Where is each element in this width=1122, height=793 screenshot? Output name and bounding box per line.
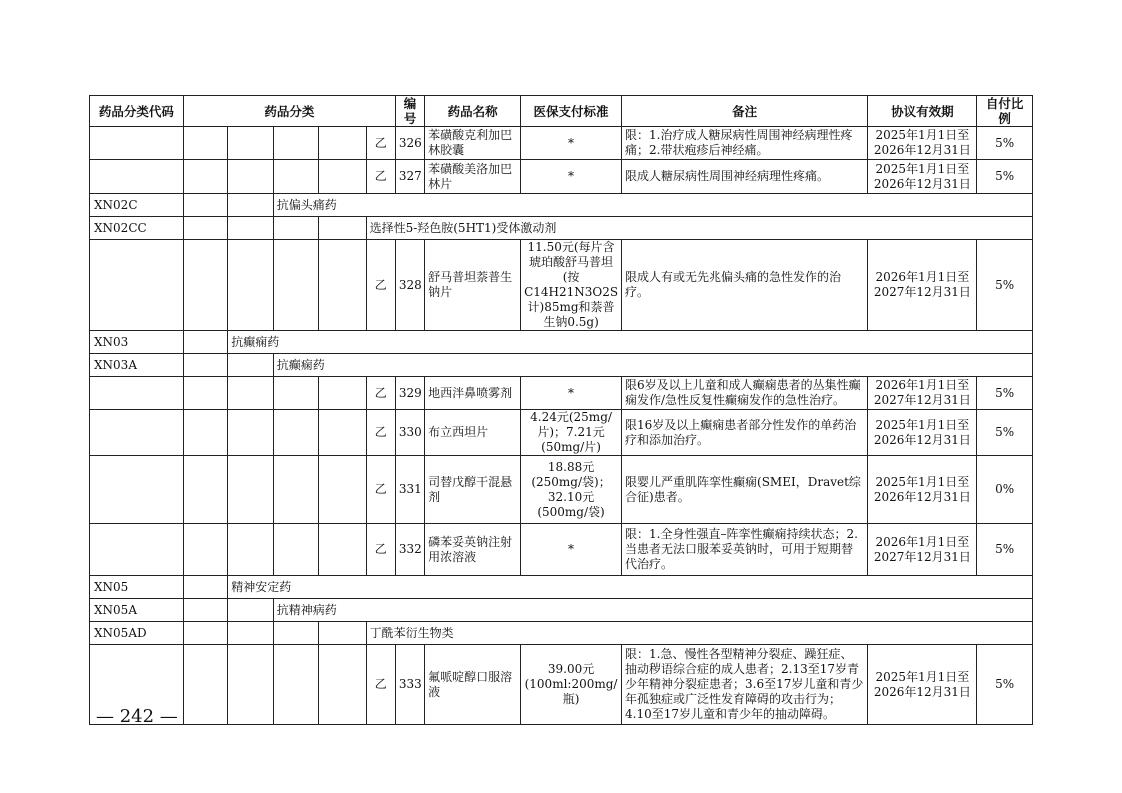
class-cell: 乙: [366, 127, 395, 160]
table-row: [90, 410, 1033, 456]
ratio-cell: 5%: [977, 160, 1033, 194]
drug-name-cell: 苯磺酸克利加巴林胶囊: [425, 127, 521, 160]
number-cell: 326: [395, 127, 424, 160]
validity-cell: 2025年1月1日至2026年12月31日: [868, 645, 977, 725]
category-row: [90, 576, 1033, 599]
page-number: — 242 —: [96, 706, 178, 727]
remarks-cell: 限：1.全身性强直–阵挛性癫痫持续状态；2.当患者无法口服苯妥英钠时，可用于短期替代治疗。: [622, 524, 868, 576]
ratio-cell: 5%: [977, 645, 1033, 725]
header-self-pay-ratio: 自付比例: [977, 96, 1033, 127]
number-cell: 332: [395, 524, 424, 576]
table-row: [90, 127, 1033, 160]
header-code: 药品分类代码: [90, 96, 184, 127]
remarks-cell: 限成人有或无先兆偏头痛的急性发作的治疗。: [622, 240, 868, 331]
remarks-cell: 限16岁及以上癫痫患者部分性发作的单药治疗和添加治疗。: [622, 410, 868, 456]
category-code: XN05: [90, 576, 184, 599]
category-code: XN02CC: [90, 217, 184, 240]
class-cell: 乙: [366, 410, 395, 456]
category-code: XN05A: [90, 599, 184, 622]
category-label: 抗癫痫药: [228, 331, 1033, 354]
standard-cell: 18.88元(250mg/袋)；32.10元(500mg/袋): [521, 456, 622, 524]
number-cell: 327: [395, 160, 424, 194]
category-label: 抗癫痫药: [273, 354, 1032, 377]
table-row: [90, 240, 1033, 331]
number-cell: 333: [395, 645, 424, 725]
class-cell: 乙: [366, 456, 395, 524]
drug-name-cell: 舒马普坦萘普生钠片: [425, 240, 521, 331]
standard-cell: 39.00元(100ml:200mg/瓶): [521, 645, 622, 725]
remarks-cell: 限婴儿严重肌阵挛性癫痫(SMEI，Dravet综合征)患者。: [622, 456, 868, 524]
table-row: [90, 377, 1033, 410]
ratio-cell: 5%: [977, 377, 1033, 410]
validity-cell: 2025年1月1日至2026年12月31日: [868, 456, 977, 524]
drug-name-cell: 氟哌啶醇口服溶液: [425, 645, 521, 725]
standard-cell: 11.50元(每片含琥珀酸舒马普坦(按C14H21N3O2S计)85mg和萘普生钠0.5g): [521, 240, 622, 331]
category-label: 抗精神病药: [273, 599, 1032, 622]
standard-cell: *: [521, 524, 622, 576]
header-validity: 协议有效期: [868, 96, 977, 127]
ratio-cell: 5%: [977, 410, 1033, 456]
table-row: [90, 160, 1033, 194]
category-row: [90, 354, 1033, 377]
validity-cell: 2026年1月1日至2027年12月31日: [868, 524, 977, 576]
category-row: [90, 331, 1033, 354]
remarks-cell: 限：1.急、慢性各型精神分裂症、躁狂症、抽动秽语综合症的成人患者；2.13至17岁青少年精神分裂症患者；3.6至17岁儿童和青少年孤独症或广泛性发育障碍的攻击行为；4.10至17岁儿童和青少年的抽动障碍。: [622, 645, 868, 725]
table-row: [90, 645, 1033, 725]
drug-name-cell: 磷苯妥英钠注射用浓溶液: [425, 524, 521, 576]
class-cell: 乙: [366, 524, 395, 576]
category-row: [90, 622, 1033, 645]
number-cell: 330: [395, 410, 424, 456]
validity-cell: 2025年1月1日至2026年12月31日: [868, 160, 977, 194]
category-code: XN03: [90, 331, 184, 354]
ratio-cell: 5%: [977, 240, 1033, 331]
validity-cell: 2025年1月1日至2026年12月31日: [868, 127, 977, 160]
number-cell: 329: [395, 377, 424, 410]
remarks-cell: 限6岁及以上儿童和成人癫痫患者的丛集性癫痫发作/急性反复性癫痫发作的急性治疗。: [622, 377, 868, 410]
drug-name-cell: 司替戊醇干混悬剂: [425, 456, 521, 524]
remarks-cell: 限成人糖尿病性周围神经病理性疼痛。: [622, 160, 868, 194]
ratio-cell: 5%: [977, 127, 1033, 160]
category-row: [90, 599, 1033, 622]
number-cell: 331: [395, 456, 424, 524]
header-drug-name: 药品名称: [425, 96, 521, 127]
standard-cell: *: [521, 127, 622, 160]
class-cell: 乙: [366, 240, 395, 331]
standard-cell: *: [521, 377, 622, 410]
remarks-cell: 限：1.治疗成人糖尿病性周围神经病理性疼痛；2.带状疱疹后神经痛。: [622, 127, 868, 160]
drug-catalog-table: [89, 95, 1033, 725]
category-row: [90, 217, 1033, 240]
category-code: XN05AD: [90, 622, 184, 645]
standard-cell: 4.24元(25mg/片)；7.21元(50mg/片): [521, 410, 622, 456]
table-row: [90, 456, 1033, 524]
category-label: 选择性5-羟色胺(5HT1)受体激动剂: [366, 217, 1032, 240]
drug-name-cell: 地西泮鼻喷雾剂: [425, 377, 521, 410]
category-row: [90, 194, 1033, 217]
header-row: [90, 96, 1033, 127]
category-label: 抗偏头痛药: [273, 194, 1032, 217]
category-code: XN02C: [90, 194, 184, 217]
table-row: [90, 524, 1033, 576]
header-number: 编号: [395, 96, 424, 127]
validity-cell: 2026年1月1日至2027年12月31日: [868, 240, 977, 331]
validity-cell: 2025年1月1日至2026年12月31日: [868, 410, 977, 456]
ratio-cell: 0%: [977, 456, 1033, 524]
class-cell: 乙: [366, 160, 395, 194]
drug-name-cell: 布立西坦片: [425, 410, 521, 456]
validity-cell: 2026年1月1日至2027年12月31日: [868, 377, 977, 410]
drug-name-cell: 苯磺酸美洛加巴林片: [425, 160, 521, 194]
category-label: 精神安定药: [228, 576, 1033, 599]
category-label: 丁酰苯衍生物类: [366, 622, 1032, 645]
header-payment-standard: 医保支付标准: [521, 96, 622, 127]
class-cell: 乙: [366, 377, 395, 410]
standard-cell: *: [521, 160, 622, 194]
number-cell: 328: [395, 240, 424, 331]
header-remarks: 备注: [622, 96, 868, 127]
ratio-cell: 5%: [977, 524, 1033, 576]
header-category: 药品分类: [183, 96, 395, 127]
class-cell: 乙: [366, 645, 395, 725]
category-code: XN03A: [90, 354, 184, 377]
